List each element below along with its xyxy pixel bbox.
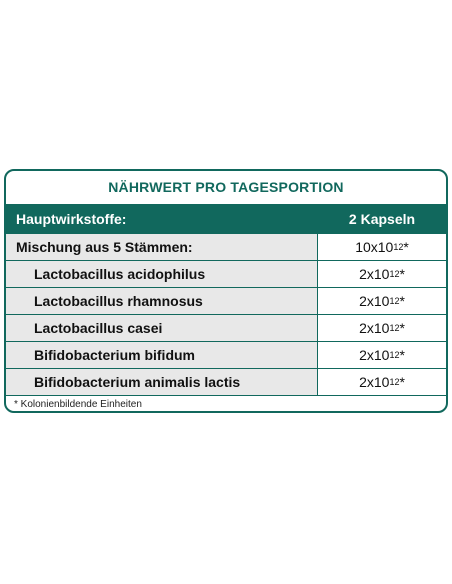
table-row (6, 261, 446, 288)
row-name: Lactobacillus acidophilus (34, 266, 206, 282)
nutrition-table (4, 169, 448, 413)
row-value: 2x10 12 * (317, 288, 446, 314)
table-row (6, 342, 446, 369)
footnote: * Kolonienbildende Einheiten (14, 399, 142, 410)
table-row (6, 315, 446, 342)
table-row (6, 234, 446, 261)
row-name: Mischung aus 5 Stämmen: (16, 239, 193, 255)
row-name: Bifidobacterium bifidum (34, 347, 195, 363)
row-name: Lactobacillus casei (34, 320, 163, 336)
table-row (6, 369, 446, 396)
row-value: 2x10 12 * (317, 315, 446, 341)
table-row (6, 288, 446, 315)
row-value: 10x10 12 * (317, 234, 446, 260)
header-dose: 2 Kapseln (348, 211, 416, 227)
row-value: 2x10 12 * (317, 369, 446, 395)
row-value: 2x10 12 * (317, 261, 446, 287)
table-header (6, 204, 446, 234)
row-value: 2x10 12 * (317, 342, 446, 368)
row-name: Bifidobacterium animalis lactis (34, 374, 241, 390)
header-ingredients: Hauptwirkstoffe: (16, 211, 127, 227)
table-title: NÄHRWERT PRO TAGESPORTION (108, 179, 344, 195)
row-name: Lactobacillus rhamnosus (34, 293, 203, 309)
